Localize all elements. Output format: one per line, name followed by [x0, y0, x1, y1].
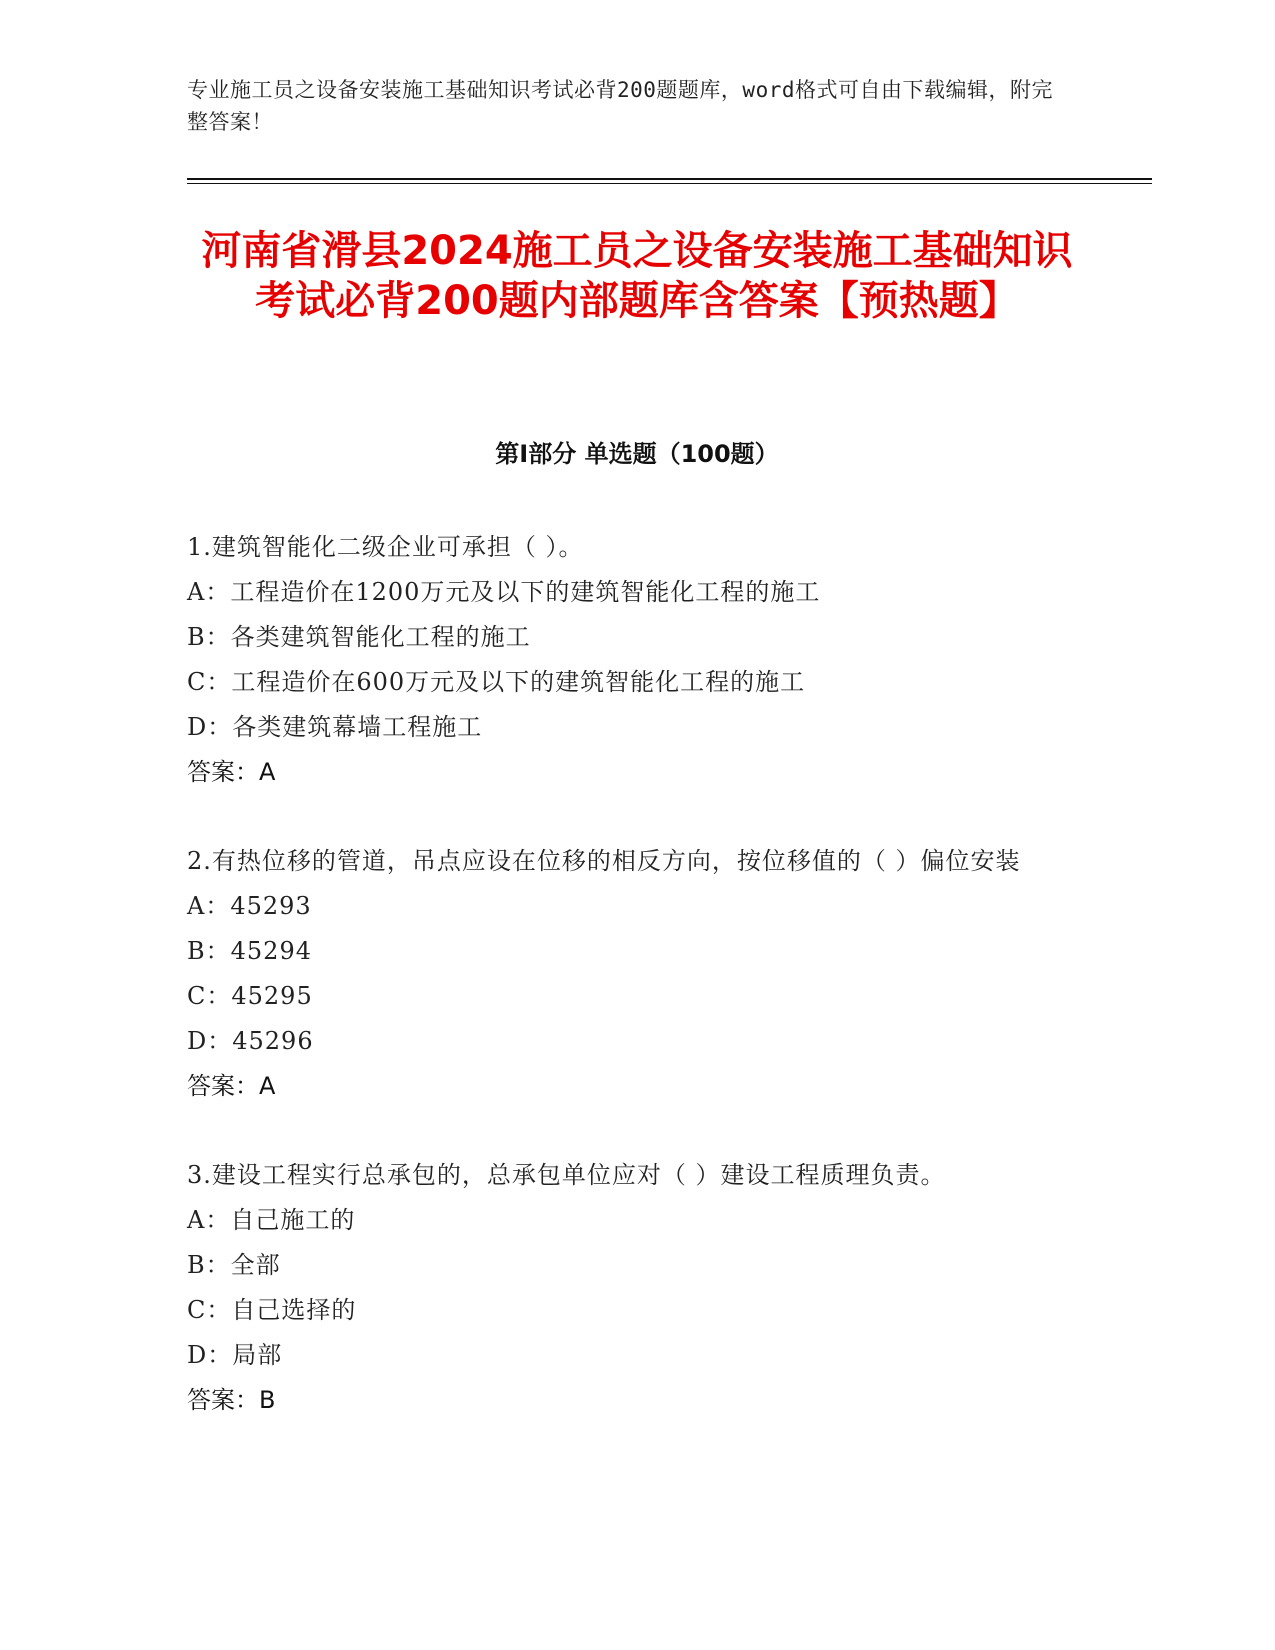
- option-b: B：全部: [187, 1251, 281, 1279]
- option-b: B：45294: [187, 937, 312, 965]
- section-title: 第I部分 单选题（100题）: [495, 440, 779, 468]
- header-divider-thick: [187, 178, 1152, 180]
- header-note: 专业施工员之设备安装施工基础知识考试必背200题题库，word格式可自由下载编辑，附完整答案！: [187, 78, 1053, 134]
- question-stem: 1.建筑智能化二级企业可承担（ ）。: [187, 533, 584, 561]
- option-c: C：工程造价在600万元及以下的建筑智能化工程的施工: [187, 668, 806, 696]
- question-item: [187, 839, 1067, 1109]
- question-answer: 答案：A: [187, 1072, 276, 1100]
- option-a: A：工程造价在1200万元及以下的建筑智能化工程的施工: [187, 578, 821, 606]
- option-c: C：45295: [187, 982, 313, 1010]
- question-item: [187, 525, 1067, 795]
- option-a: A：45293: [187, 892, 312, 920]
- option-b: B：各类建筑智能化工程的施工: [187, 623, 531, 651]
- option-d: D：各类建筑幕墙工程施工: [187, 713, 483, 741]
- question-list: [187, 525, 1067, 1467]
- option-d: D：局部: [187, 1341, 283, 1369]
- document-title: 河南省滑县2024施工员之设备安装施工基础知识考试必背200题内部题库含答案【预热题】: [201, 228, 1073, 324]
- question-stem: 2.有热位移的管道，吊点应设在位移的相反方向，按位移值的（ ）偏位安装: [187, 847, 1021, 875]
- question-item: [187, 1153, 1067, 1423]
- option-d: D：45296: [187, 1027, 314, 1055]
- option-a: A：自己施工的: [187, 1206, 356, 1234]
- option-c: C：自己选择的: [187, 1296, 357, 1324]
- header-divider-thin: [187, 183, 1152, 184]
- question-stem: 3.建设工程实行总承包的，总承包单位应对（ ）建设工程质理负责。: [187, 1161, 946, 1189]
- question-answer: 答案：A: [187, 758, 276, 786]
- question-answer: 答案：B: [187, 1386, 276, 1414]
